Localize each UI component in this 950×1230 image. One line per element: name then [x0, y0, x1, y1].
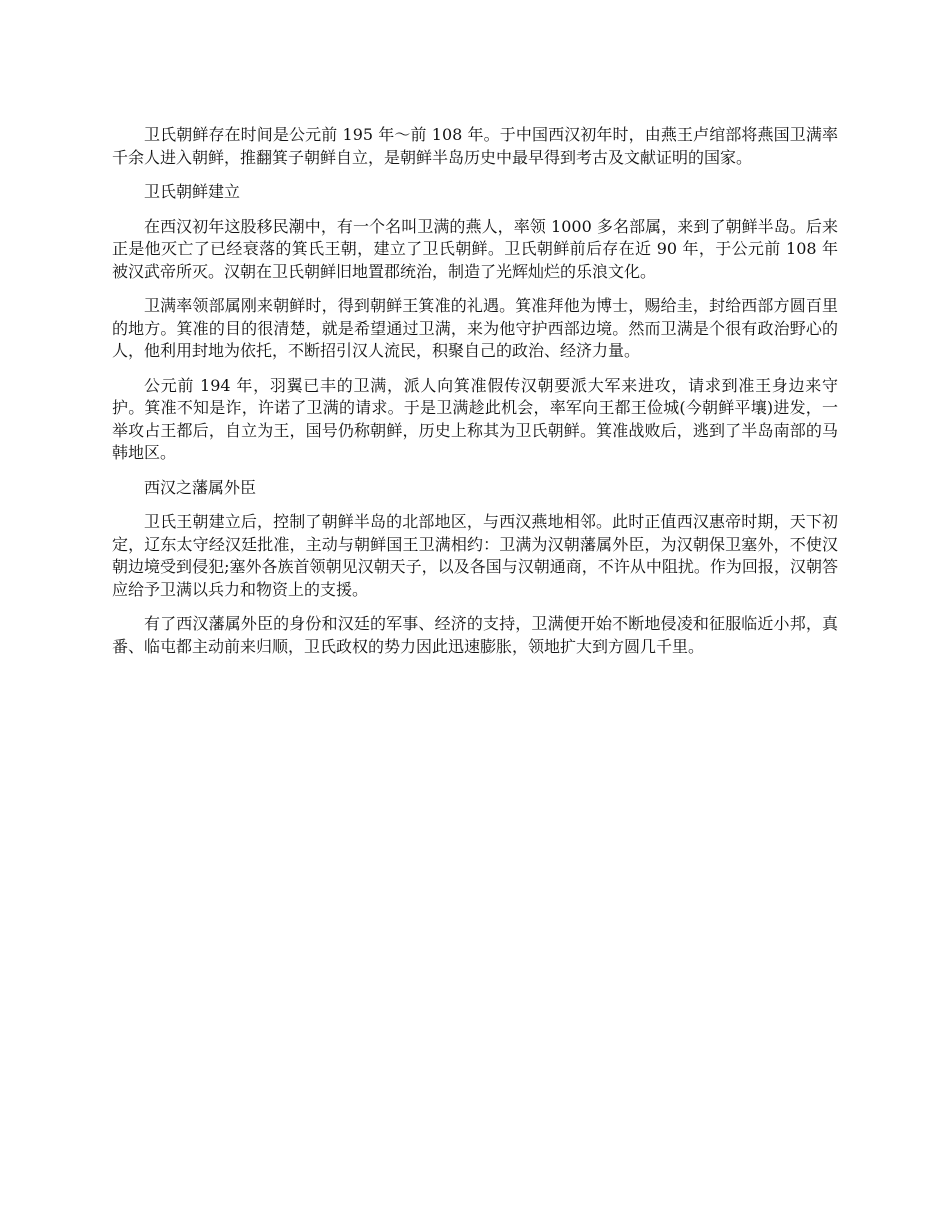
document-body: [112, 124, 838, 670]
paragraph-arrival: 卫满率领部属刚来朝鲜时，得到朝鲜王箕准的礼遇。箕准拜他为博士，赐给圭，封给西部方圆百里的地方。箕准的目的很清楚，就是希望通过卫满，来为他守护西部边境。然而卫满是个很有政治野心的人，他利用封地为依托，不断招引汉人流民，积聚自己的政治、经济力量。: [112, 296, 838, 360]
section-heading-founding: 卫氏朝鲜建立: [144, 182, 241, 201]
paragraph-expansion: 有了西汉藩属外臣的身份和汉廷的军事、经济的支持，卫满便开始不断地侵凌和征服临近小邦，真番、临屯都主动前来归顺，卫氏政权的势力因此迅速膨胀，领地扩大到方圆几千里。: [112, 614, 838, 656]
paragraph-intro: 卫氏朝鲜存在时间是公元前 195 年～前 108 年。于中国西汉初年时，由燕王卢绾部将燕国卫满率千余人进入朝鲜，推翻箕子朝鲜自立，是朝鲜半岛历史中最早得到考古及文献证明的国家。: [112, 125, 838, 167]
paragraph-usurpation: 公元前 194 年，羽翼已丰的卫满，派人向箕准假传汉朝要派大军来进攻，请求到准王身边来守护。箕准不知是诈，许诺了卫满的请求。于是卫满趁此机会，率军向王都王俭城(今朝鲜平壤)进发，一举攻占王都后，自立为王，国号仍称朝鲜，历史上称其为卫氏朝鲜。箕准战败后，逃到了半岛南部的马韩地区。: [112, 375, 838, 462]
paragraph-founding: 在西汉初年这股移民潮中，有一个名叫卫满的燕人，率领 1000 多名部属，来到了朝鲜半岛。后来正是他灭亡了已经衰落的箕氏王朝，建立了卫氏朝鲜。卫氏朝鲜前后存在近 90 年，于公元前 108 年被汉武帝所灭。汉朝在卫氏朝鲜旧地置郡统治，制造了光辉灿烂的乐浪文化。: [112, 216, 838, 281]
section-heading-vassal: 西汉之藩属外臣: [144, 477, 257, 497]
paragraph-vassal-agreement: 卫氏王朝建立后，控制了朝鲜半岛的北部地区，与西汉燕地相邻。此时正值西汉惠帝时期，天下初定，辽东太守经汉廷批准，主动与朝鲜国王卫满相约：卫满为汉朝藩属外臣，为汉朝保卫塞外，不使汉朝边境受到侵犯;塞外各族首领朝见汉朝天子，以及各国与汉朝通商，不许从中阻扰。作为回报，汉朝答应给予卫满以兵力和物资上的支援。: [112, 512, 838, 599]
